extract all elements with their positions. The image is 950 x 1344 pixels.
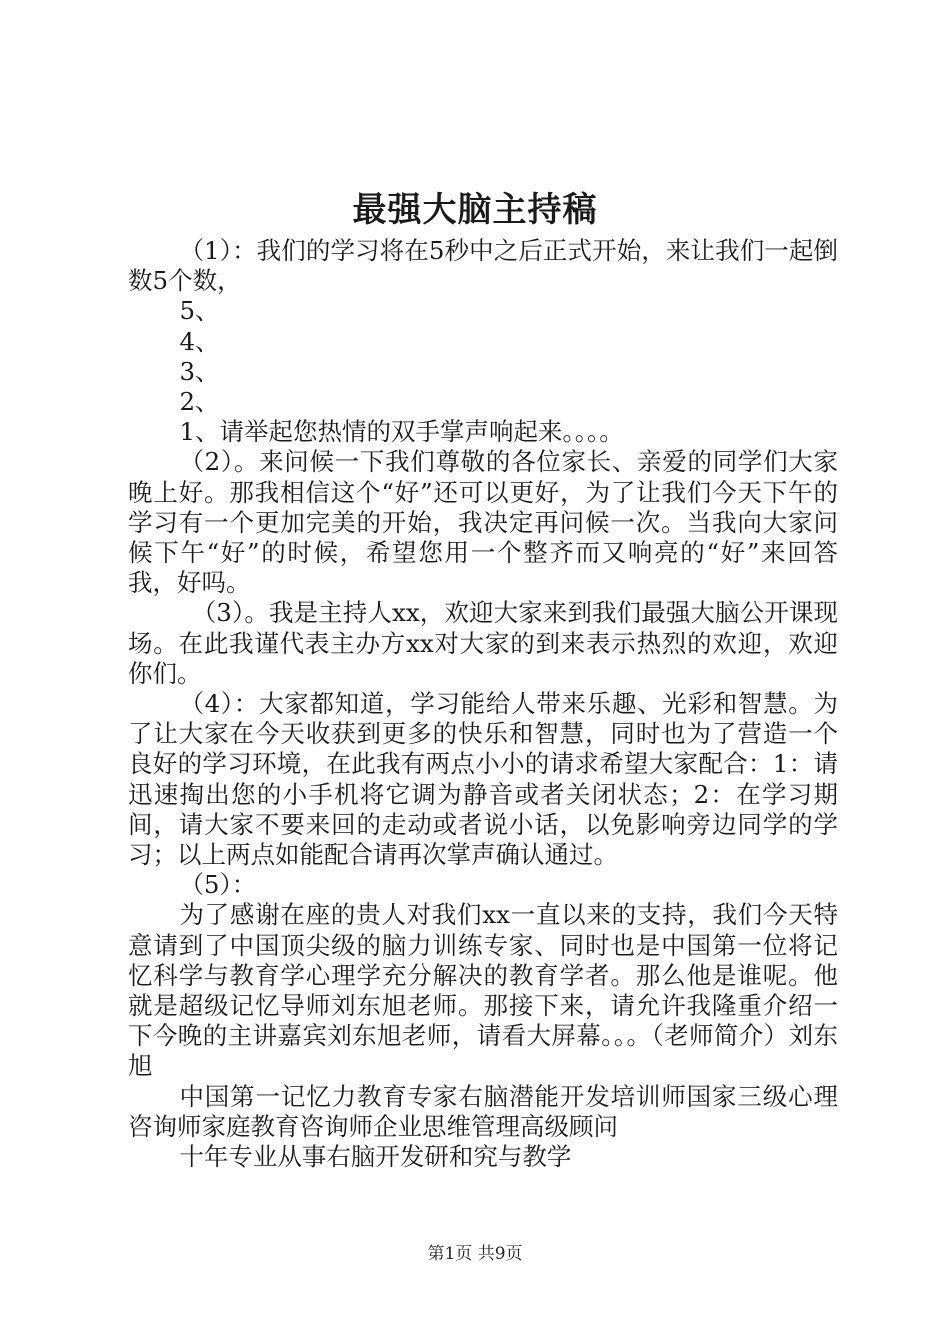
paragraph: 5、: [179, 296, 220, 326]
paragraph: （4）：大家都知道，学习能给人带来乐趣、光彩和智慧。为了让大家在今天收获到更多的快乐和智慧，同时也为了营造一个良好的学习环境，在此我有两点小小的请求希望大家配合：1：请迅速掏出您的小手机将它调为静音或者关闭状态；2：在学习期间，请大家不要来回的走动或者说小话，以免影响旁边同学的学习；以上两点如能配合请再次掌声确认通过。: [128, 689, 838, 870]
paragraph: 中国第一记忆力教育专家右脑潜能开发培训师国家三级心理咨询师家庭教育咨询师企业思维管理高级顾问: [128, 1081, 838, 1141]
paragraph: 4、: [179, 326, 220, 356]
document-title: 最强大脑主持稿: [352, 190, 598, 230]
document-body: [128, 236, 838, 1172]
paragraph: 1、请举起您热情的双手掌声响起来。。。。: [179, 417, 624, 447]
paragraph: （5）：: [179, 870, 257, 900]
paragraph: （1）：我们的学习将在5秒中之后正式开始，来让我们一起倒数5个数，: [128, 236, 838, 296]
paragraph: 2、: [179, 387, 220, 417]
paragraph: （2）。来问候一下我们尊敬的各位家长、亲爱的同学们大家晚上好。那我相信这个“好”还可以更好，为了让我们今天下午的学习有一个更加完美的开始，我决定再问候一次。当我向大家问候下午“好”的时候，希望您用一个整齐而又响亮的“好”来回答我，好吗。: [128, 447, 838, 598]
paragraph: 3、: [179, 356, 220, 386]
paragraph: 十年专业从事右脑开发研和究与教学: [179, 1142, 572, 1172]
page-footer: 第1页 共9页: [427, 1244, 523, 1264]
paragraph: 为了感谢在座的贵人对我们xx一直以来的支持，我们今天特意请到了中国顶尖级的脑力训练专家、同时也是中国第一位将记忆科学与教育学心理学充分解决的教育学者。那么他是谁呢。他就是超级记忆导师刘东旭老师。那接下来，请允许我隆重介绍一下今晚的主讲嘉宾刘东旭老师，请看大屏幕。。。（老师简介）刘东旭: [128, 900, 838, 1081]
paragraph: （3）。我是主持人xx，欢迎大家来到我们最强大脑公开课现场。在此我谨代表主办方xx对大家的到来表示热烈的欢迎，欢迎你们。: [128, 598, 838, 688]
